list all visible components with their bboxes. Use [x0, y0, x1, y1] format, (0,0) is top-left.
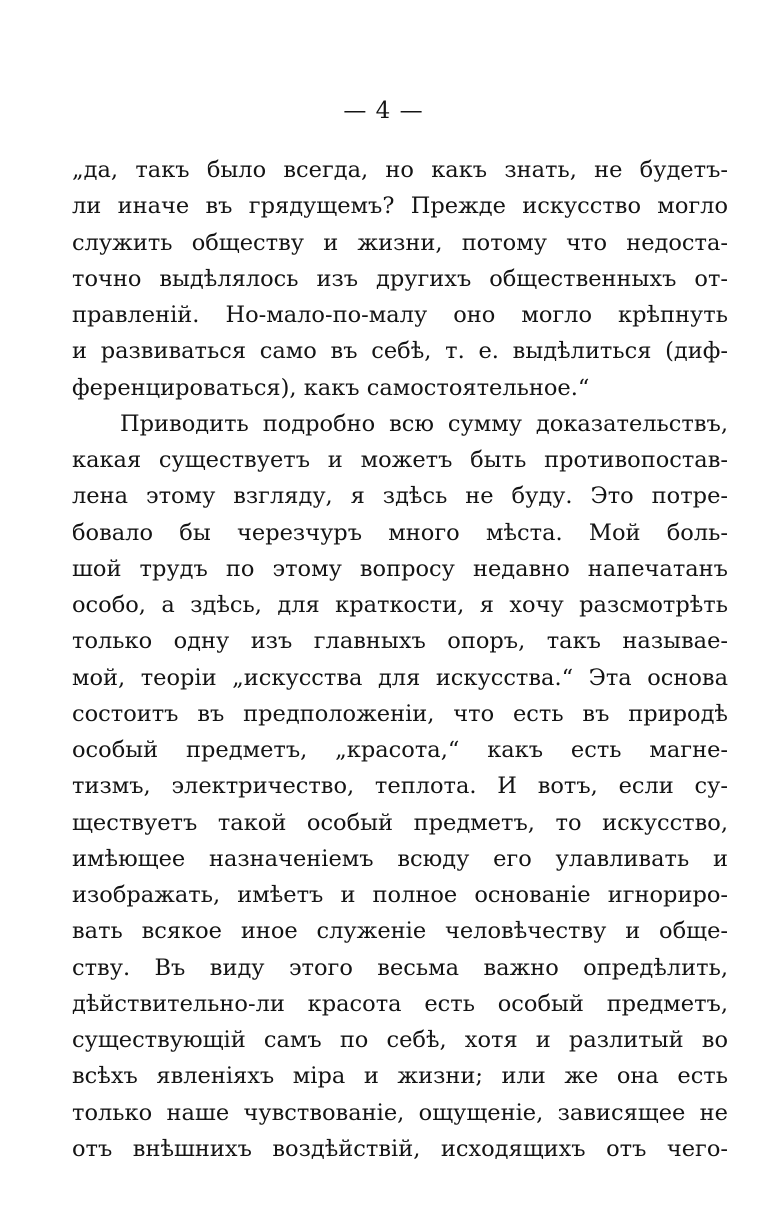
text-line: состоитъ въ предположеніи, что есть въ природѣ — [72, 700, 728, 727]
text-line: точно выдѣлялось изъ другихъ общественныхъ от- — [72, 265, 728, 292]
text-line: шой трудъ по этому вопросу недавно напечатанъ — [72, 555, 728, 582]
text-line: отъ внѣшнихъ воздѣйствій, исходящихъ отъ чего- — [72, 1135, 728, 1162]
text-line: вать всякое иное служеніе человѣчеству и обще- — [72, 918, 728, 945]
text-line: существующій самъ по себѣ, хотя и разлитый во — [72, 1027, 728, 1053]
text-line: Приводить подробно всю сумму доказательствъ, — [120, 410, 728, 437]
text-line: ществуетъ такой особый предметъ, то искусство, — [72, 809, 728, 836]
text-line: ференцироваться), какъ самостоятельное.“ — [72, 374, 590, 401]
text-line: служить обществу и жизни, потому что недоста- — [72, 229, 728, 256]
text-line: изображать, имѣетъ и полное основаніе игнориро- — [72, 882, 728, 908]
paragraph-2 — [72, 406, 728, 1167]
text-line: лена этому взгляду, я здѣсь не буду. Это потре- — [72, 483, 728, 510]
text-line: особо, а здѣсь, для краткости, я хочу разсмотрѣть — [72, 592, 728, 618]
text-line: всѣхъ явленіяхъ міра и жизни; или же она есть — [72, 1063, 728, 1090]
text-line: правленій. Но-мало-по-малу оно могло крѣпнуть — [72, 302, 728, 328]
text-line: ли иначе въ грядущемъ? Прежде искусство могло — [72, 193, 728, 220]
paragraph-1 — [72, 152, 728, 406]
text-line: только одну изъ главныхъ опоръ, такъ называе- — [72, 628, 728, 655]
text-line: мой, теоріи „искусства для искусства.“ Эта основа — [72, 664, 728, 691]
text-line: тизмъ, электричество, теплота. И вотъ, если су- — [72, 773, 728, 800]
text-line: „да, такъ было всегда, но какъ знать, не будетъ- — [72, 157, 728, 183]
text-line: только наше чувствованіе, ощущеніе, зависящее не — [72, 1099, 728, 1126]
text-line: имѣющее назначеніемъ всюду его улавливать и — [72, 845, 728, 872]
text-line: ству. Въ виду этого весьма важно опредѣлить, — [72, 954, 728, 981]
text-line: особый предметъ, „красота,“ какъ есть магне- — [72, 737, 728, 763]
page-number: — 4 — — [343, 98, 424, 124]
text-line: и развиваться само въ себѣ, т. е. выдѣлиться (диф- — [72, 338, 728, 365]
text-line: бовало бы черезчуръ много мѣста. Мой боль- — [72, 519, 728, 546]
text-line: какая существуетъ и можетъ быть противопостав- — [72, 447, 728, 473]
body-text — [72, 152, 728, 1167]
text-line: дѣйствительно-ли красота есть особый предметъ, — [72, 990, 728, 1017]
